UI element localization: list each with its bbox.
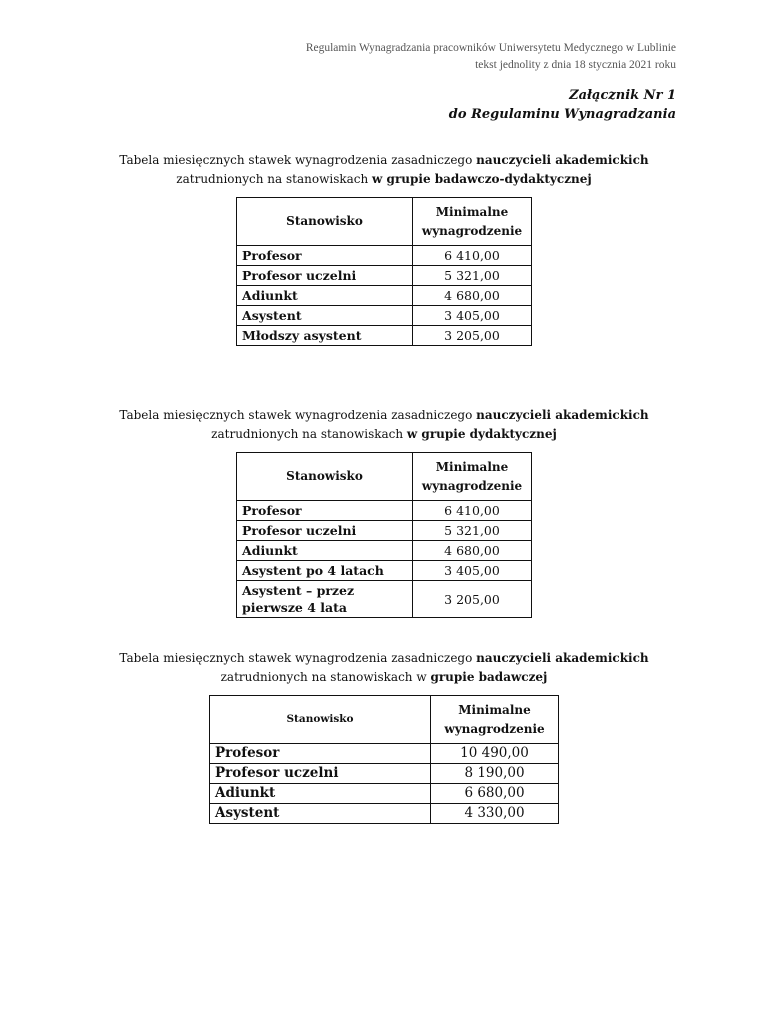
position-cell: Profesor [210, 744, 431, 764]
caption-group: grupie badawczej [430, 670, 548, 684]
table-row [237, 581, 532, 618]
table-row [210, 764, 559, 784]
header-line-1: Regulamin Wynagradzania pracowników Uniwersytetu Medycznego w Lublinie [305, 42, 676, 54]
position-cell: Asystent [210, 804, 431, 824]
annex-line-2: do Regulaminu Wynagradzania [448, 107, 676, 122]
column-header-salary: Minimalne wynagrodzenie [413, 453, 532, 501]
salary-cell: 5 321,00 [413, 266, 532, 286]
salary-table-research-teaching [236, 197, 532, 346]
position-cell: Profesor uczelni [237, 266, 413, 286]
salary-cell: 3 205,00 [413, 326, 532, 346]
position-cell: Profesor [237, 246, 413, 266]
caption-text: zatrudnionych na stanowiskach [220, 670, 417, 684]
table-row [210, 804, 559, 824]
table-row [210, 784, 559, 804]
caption-text: zatrudnionych na stanowiskach [176, 172, 373, 186]
table-3-caption [0, 649, 768, 687]
table-header-row [237, 453, 532, 501]
caption-text: w [416, 670, 431, 684]
salary-cell: 6 410,00 [413, 246, 532, 266]
position-cell: Profesor uczelni [210, 764, 431, 784]
position-cell: Adiunkt [237, 541, 413, 561]
table-header-row [210, 696, 559, 744]
table-row [237, 541, 532, 561]
salary-cell: 6 410,00 [413, 501, 532, 521]
caption-text: zatrudnionych na stanowiskach [211, 427, 407, 441]
position-cell: Asystent [237, 306, 413, 326]
caption-text: Tabela miesięcznych stawek wynagrodzenia zasadniczego [119, 153, 477, 167]
column-header-salary: Minimalne wynagrodzenie [413, 198, 532, 246]
salary-cell: 10 490,00 [431, 744, 559, 764]
salary-table-teaching [236, 452, 532, 618]
salary-cell: 3 205,00 [413, 581, 532, 618]
salary-cell: 3 405,00 [413, 306, 532, 326]
salary-cell: 4 680,00 [413, 286, 532, 306]
annex-line-1: Załącznik Nr 1 [569, 88, 676, 103]
salary-cell: 3 405,00 [413, 561, 532, 581]
header-line-2: tekst jednolity z dnia 18 stycznia 2021 roku [475, 59, 676, 71]
column-header-position: Stanowisko [237, 453, 413, 501]
salary-cell: 8 190,00 [431, 764, 559, 784]
salary-cell: 4 680,00 [413, 541, 532, 561]
annex-title [449, 86, 676, 124]
column-header-position: Stanowisko [210, 696, 431, 744]
salary-cell: 4 330,00 [431, 804, 559, 824]
table-row [237, 326, 532, 346]
document-header [306, 40, 676, 74]
table-row [210, 744, 559, 764]
position-cell: Asystent – przez pierwsze 4 lata [237, 581, 413, 618]
table-row [237, 521, 532, 541]
caption-bold: nauczycieli akademickich [476, 651, 649, 665]
table-1-caption [0, 151, 768, 189]
position-cell: Profesor uczelni [237, 521, 413, 541]
position-cell: Asystent po 4 latach [237, 561, 413, 581]
table-row [237, 561, 532, 581]
position-cell: Adiunkt [210, 784, 431, 804]
table-row [237, 306, 532, 326]
table-2-caption [0, 406, 768, 444]
position-cell: Profesor [237, 501, 413, 521]
column-header-position: Stanowisko [237, 198, 413, 246]
caption-bold: nauczycieli akademickich [476, 153, 649, 167]
position-cell: Adiunkt [237, 286, 413, 306]
salary-cell: 6 680,00 [431, 784, 559, 804]
column-header-salary: Minimalne wynagrodzenie [431, 696, 559, 744]
position-cell: Młodszy asystent [237, 326, 413, 346]
salary-table-research [209, 695, 559, 824]
table-row [237, 246, 532, 266]
caption-text: Tabela miesięcznych stawek wynagrodzenia zasadniczego [119, 408, 477, 422]
table-row [237, 286, 532, 306]
caption-bold: nauczycieli akademickich [476, 408, 649, 422]
table-row [237, 501, 532, 521]
caption-group: w grupie badawczo-dydaktycznej [372, 172, 592, 186]
table-header-row [237, 198, 532, 246]
caption-text: Tabela miesięcznych stawek wynagrodzenia zasadniczego [119, 651, 477, 665]
caption-group: w grupie dydaktycznej [406, 427, 557, 441]
salary-cell: 5 321,00 [413, 521, 532, 541]
table-row [237, 266, 532, 286]
